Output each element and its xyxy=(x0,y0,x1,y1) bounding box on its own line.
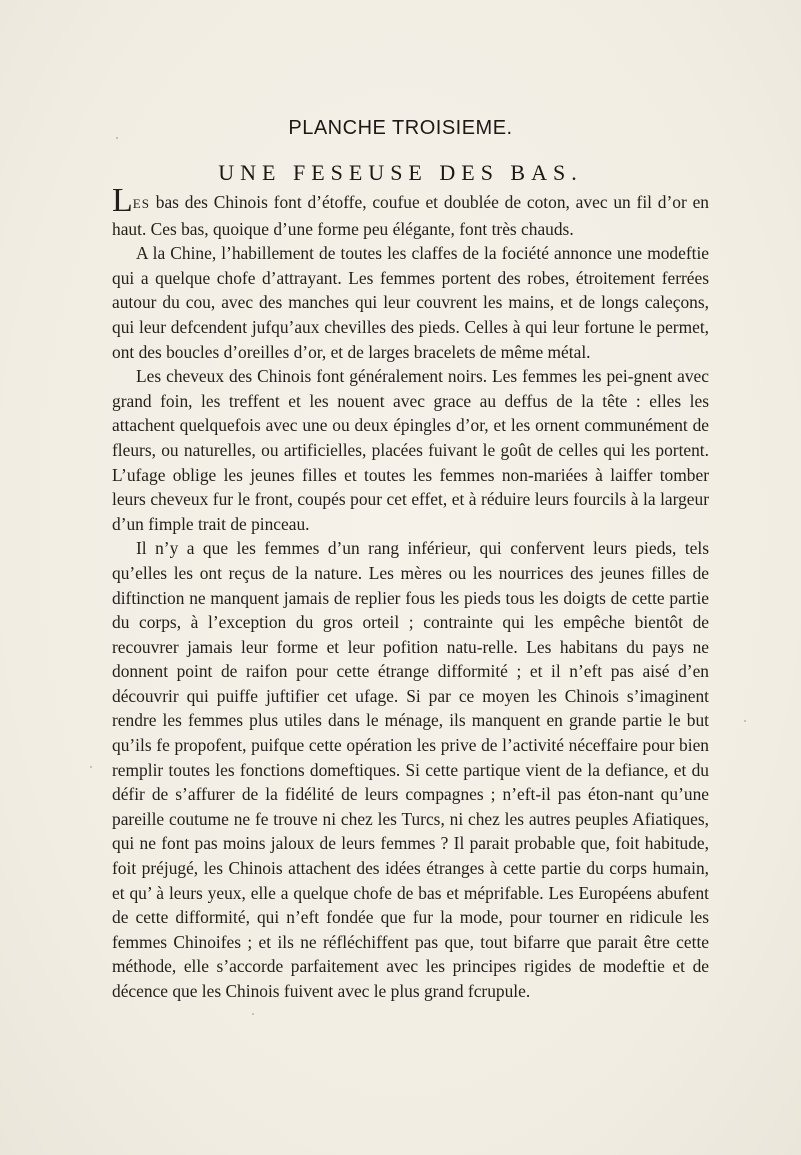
paragraph: Il n’y a que les femmes d’un rang inférieur, qui confervent leurs pieds, tels qu’elles les ont reçus de la nature. Les mères ou les nourrices des jeunes filles de diftinction ne manquent jamais de replier fous les pieds tous les doigts de cette partie du corps, à l’exception du gros orteil ; contrainte qui les empêche bientôt de recouvrer jamais leur forme et leur pofition natu-relle. Les habitans du pays ne donnent point de raifon pour cette étrange difformité ; et il n’eft pas aisé d’en découvrir qui puiffe juftifier cet ufage. Si par ce moyen les Chinois s’imaginent rendre les femmes plus utiles dans le ménage, ils manquent en grande partie le but qu’ils fe propofent, puifque cette opération les prive de l’activité néceffaire pour bien remplir toutes les fonctions domeftiques. Si cette partique vient de la defiance, et du défir de s’affurer de la fidélité de leurs compagnes ; n’eft-il pas éton-nant qu’une pareille coutume ne fe trouve ni chez les Turcs, ni chez les autres peuples Afiatiques, qui ne font pas moins jaloux de leurs femmes ? Il parait probable que, foit habitude, foit préjugé, les Chinois attachent des idées étranges à cette partie du corps humain, et qu’ à leurs yeux, elle a quelque chofe de bas et méprifable. Les Européens abufent de cette difformité, qui n’eft fondée que fur la mode, pour tourner en ridicule les femmes Chinoifes ; et ils ne réfléchiffent pas que, tout bifarre que parait être cette méthode, elle s’accorde parfaitement avec les principes rigides de modeftie et de décence que les Chinois fuivent avec le plus grand fcrupule. xyxy=(112,538,709,1001)
opening-paragraph-text: bas des Chinois font d’étoffe, coufue et doublée de coton, avec un fil d’or en haut. Ces bas, quoique d’une forme peu élégante, font très chauds. xyxy=(112,192,709,239)
drop-cap-letter: L xyxy=(112,182,133,219)
paper-speck xyxy=(116,137,118,139)
paragraph: A la Chine, l’habillement de toutes les claffes de la fociété annonce une modeftie qui a quelque chofe d’attrayant. Les femmes portent des robes, étroitement ferrées autour du cou, avec des manches qui leur couvrent les mains, et de longs caleçons, qui leur defcendent jufqu’aux chevilles des pieds. Celles à qui leur fortune le permet, ont des boucles d’oreilles d’or, et de larges bracelets de même métal. xyxy=(112,243,709,362)
small-caps-text: ES xyxy=(132,196,150,211)
paper-speck xyxy=(252,1013,254,1015)
paper-speck xyxy=(744,720,746,722)
body-text xyxy=(112,182,709,1004)
plate-title: PLANCHE TROISIEME. xyxy=(288,117,513,139)
paragraph: Les cheveux des Chinois font généralement noirs. Les femmes les pei-gnent avec grand foin, les treffent et les nouent avec grace au deffus de la tête : elles les attachent quelquefois avec une ou deux épingles d’or, et les ornent communément de fleurs, ou naturelles, ou artificielles, placées fuivant le goût de celles qui les portent. L’ufage oblige les jeunes filles et toutes les femmes non-mariées à laiffer tomber leurs cheveux fur le front, coupés pour cet effet, et à réduire leurs fourcils à la largeur d’un fimple trait de pinceau. xyxy=(112,366,709,534)
paper-speck xyxy=(90,766,92,768)
opening-paragraph xyxy=(112,182,709,241)
article-title: UNE FESEUSE DES BAS. xyxy=(218,160,583,185)
